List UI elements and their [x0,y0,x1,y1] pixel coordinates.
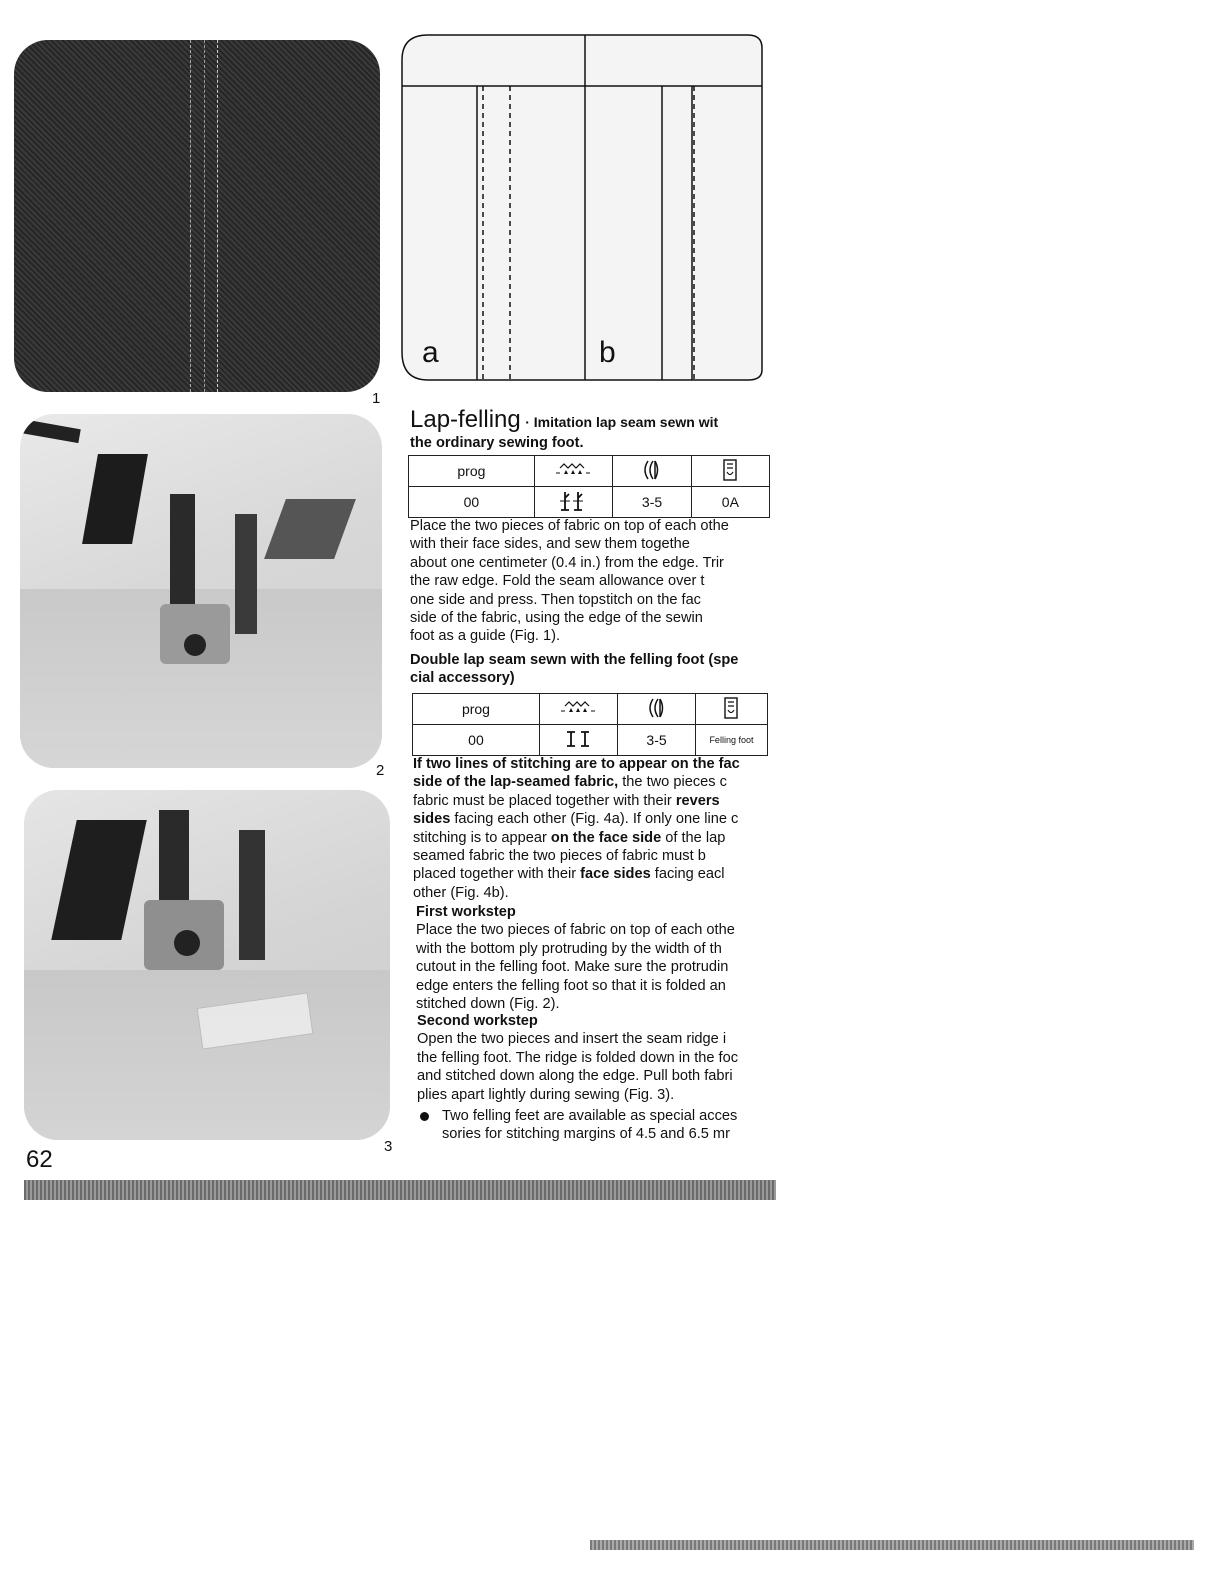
text-line: with their face sides, and sew them togethe [410,536,690,553]
stitch-pattern-value [534,487,613,518]
footer-bar [24,1180,776,1200]
bullet-note [420,1107,776,1144]
presser-foot-icon [722,695,740,721]
text-line: the felling foot. The ridge is folded down in the foc [417,1049,738,1066]
section-title-main: Lap-felling [410,406,521,433]
fig2-sewing-photo [20,414,382,768]
text: the two pieces c [618,774,727,791]
text-line: with the bottom ply protruding by the width of th [416,940,722,957]
fig4-label-a: a [422,336,439,369]
text-line: about one centimeter (0.4 in.) from the edge. Trir [410,554,724,571]
fig3-number: 3 [384,1138,393,1155]
text-line: seamed fabric the two pieces of fabric must b [413,848,706,865]
stitch-length-icon [642,457,662,483]
text-line: sories for stitching margins of 4.5 and 6.5 mr [442,1126,730,1143]
fig3-sewing-photo [24,790,390,1140]
text: of the lap [661,829,726,846]
text: facing each other (Fig. 4a). If only one line c [450,811,739,828]
settings-table-2 [412,693,768,756]
stitch-pattern-header [534,456,613,487]
second-workstep-heading: Second workstep [417,1013,538,1029]
paragraph-lap-felling [410,517,766,646]
text: fabric must be placed together with their [413,792,676,809]
section-subtitle: · Imitation lap seam sewn wit [525,414,719,430]
text-line: foot as a guide (Fig. 1). [410,628,561,645]
stitch-pattern-header [539,694,617,725]
footer-bar-2 [590,1540,1194,1550]
fig2-number: 2 [376,762,385,779]
stitch-length-value: 3-5 [618,725,696,756]
text-line: edge enters the felling foot so that it is folded an [416,977,726,994]
paragraph-two-lines [413,755,769,902]
prog-value: 00 [413,725,540,756]
stitch-length-icon [647,695,667,721]
text-line: Open the two pieces and insert the seam ridge i [417,1031,727,1048]
page-number: 62 [26,1146,53,1173]
text: stitching is to appear [413,829,551,846]
presser-foot-value: 0A [691,487,769,518]
text-line: Place the two pieces of fabric on top of each othe [416,922,735,939]
bold-text: revers [675,792,720,809]
presser-foot-icon [721,457,739,483]
text-line: side of the fabric, using the edge of the sewin [410,610,703,627]
text: placed together with their [413,866,581,883]
fig1-denim-photo [14,40,380,392]
first-workstep-heading: First workstep [416,904,516,920]
bold-text: face sides [580,866,651,883]
settings-table-1 [408,455,770,518]
straight-stitch-icon [561,728,597,750]
heading-double-lap-seam [410,651,766,688]
stitch-pattern-icon [554,460,594,480]
bold-text: side of the lap-seamed fabric, [413,774,619,791]
stitch-pattern-icon [559,698,599,718]
bold-text: on the face side [550,829,662,846]
bold-text: If two lines of stitching are to appear on the fac [413,756,740,772]
fig4-seam-diagram [398,30,764,386]
text: facing eacl [650,866,725,883]
second-workstep [417,1012,773,1104]
heading-line: cial accessory) [410,670,515,687]
fig4-label-b: b [599,336,616,369]
fig1-number: 1 [372,390,381,407]
bullet-icon [420,1112,429,1121]
presser-foot-header [691,456,769,487]
bold-text: sides [413,811,451,828]
stitch-length-header [613,456,691,487]
text-line: Two felling feet are available as special acces [442,1108,738,1124]
text-line: the raw edge. Fold the seam allowance over t [410,573,705,590]
presser-foot-value: Felling foot [695,725,767,756]
text-line: cutout in the felling foot. Make sure the protrudin [416,959,729,976]
section-subtitle-2: the ordinary sewing foot. [410,435,584,451]
text-line: other (Fig. 4b). [413,884,509,901]
heading-line: Double lap seam sewn with the felling foot (spe [410,652,739,668]
text-line: plies apart lightly during sewing (Fig. 3). [417,1086,675,1103]
text-line: one side and press. Then topstitch on the fac [410,591,701,608]
presser-foot-header [695,694,767,725]
stitch-length-header [618,694,696,725]
text-line: Place the two pieces of fabric on top of each othe [410,518,729,534]
prog-header: prog [409,456,535,487]
prog-value: 00 [409,487,535,518]
prog-header: prog [413,694,540,725]
text-line: and stitched down along the edge. Pull both fabri [417,1068,733,1085]
straight-stitch-icon [556,488,592,514]
stitch-pattern-value [539,725,617,756]
first-workstep [416,903,772,1013]
stitch-length-value: 3-5 [613,487,691,518]
text-line: stitched down (Fig. 2). [416,996,560,1013]
